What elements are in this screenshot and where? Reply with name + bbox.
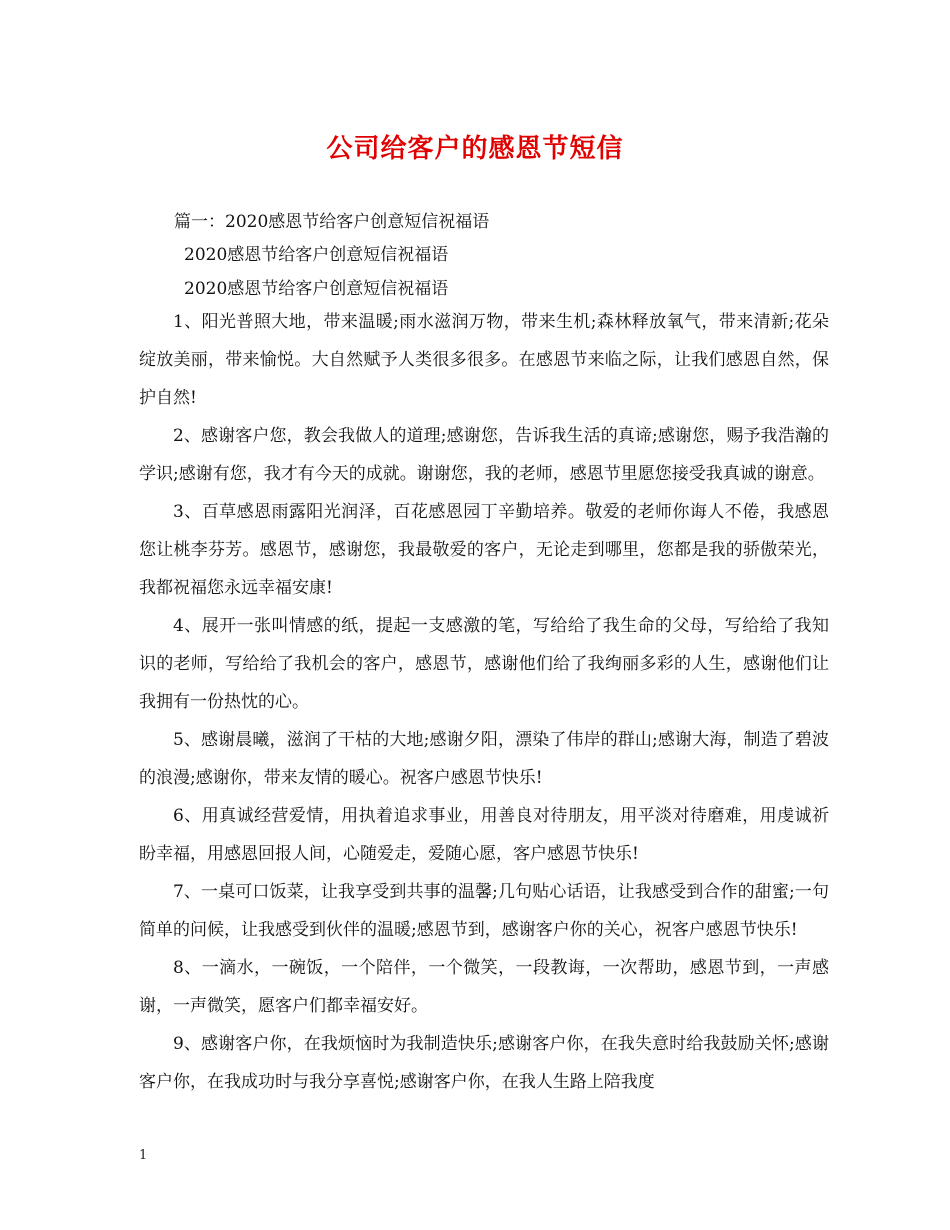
paragraph-8: 8、一滴水，一碗饭，一个陪伴，一个微笑，一段教诲，一次帮助，感恩节到，一声感谢，一声微笑，愿客户们都幸福安好。 — [139, 958, 829, 1016]
paragraph-9: 9、感谢客户你，在我烦恼时为我制造快乐;感谢客户你，在我失意时给我鼓励关怀;感谢客户你，在我成功时与我分享喜悦;感谢客户你，在我人生路上陪我度 — [139, 1034, 829, 1092]
paragraph-4: 4、展开一张叫情感的纸，提起一支感激的笔，写给给了我生命的父母，写给给了我知识的老师，写给给了我机会的客户，感恩节，感谢他们给了我绚丽多彩的人生，感谢他们让我拥有一份热忱的心。 — [139, 616, 829, 712]
paragraph-5: 5、感谢晨曦，滋润了干枯的大地;感谢夕阳，漂染了伟岸的群山;感谢大海，制造了碧波的浪漫;感谢你，带来友情的暖心。祝客户感恩节快乐! — [139, 730, 829, 788]
paragraph-7: 7、一桌可口饭菜，让我享受到共事的温馨;几句贴心话语，让我感受到合作的甜蜜;一句简单的问候，让我感受到伙伴的温暖;感恩节到，感谢客户你的关心，祝客户感恩节快乐! — [139, 882, 829, 940]
paragraph-1: 1、阳光普照大地，带来温暖;雨水滋润万物，带来生机;森林释放氧气，带来清新;花朵绽放美丽，带来愉悦。大自然赋予人类很多很多。在感恩节来临之际，让我们感恩自然，保护自然! — [139, 312, 829, 408]
paragraph-6: 6、用真诚经营爱情，用执着追求事业，用善良对待朋友，用平淡对待磨难，用虔诚祈盼幸福，用感恩回报人间，心随爱走，爱随心愿，客户感恩节快乐! — [139, 806, 829, 864]
heading-line-3: 2020感恩节给客户创意短信祝福语 — [184, 279, 449, 299]
heading-line-1: 篇一：2020感恩节给客户创意短信祝福语 — [174, 212, 490, 232]
heading-line-2: 2020感恩节给客户创意短信祝福语 — [184, 245, 449, 265]
paragraph-2: 2、感谢客户您，教会我做人的道理;感谢您，告诉我生活的真谛;感谢您，赐予我浩瀚的学识;感谢有您，我才有今天的成就。谢谢您，我的老师，感恩节里愿您接受我真诚的谢意。 — [139, 426, 829, 484]
paragraph-3: 3、百草感恩雨露阳光润泽，百花感恩园丁辛勤培养。敬爱的老师你诲人不倦，我感恩您让桃李芬芳。感恩节，感谢您，我最敬爱的客户，无论走到哪里，您都是我的骄傲荣光，我都祝福您永远幸福安康! — [139, 502, 829, 598]
page-number: 1 — [139, 1148, 148, 1163]
document-body — [139, 303, 829, 1101]
document-title: 公司给客户的感恩节短信 — [326, 134, 624, 164]
